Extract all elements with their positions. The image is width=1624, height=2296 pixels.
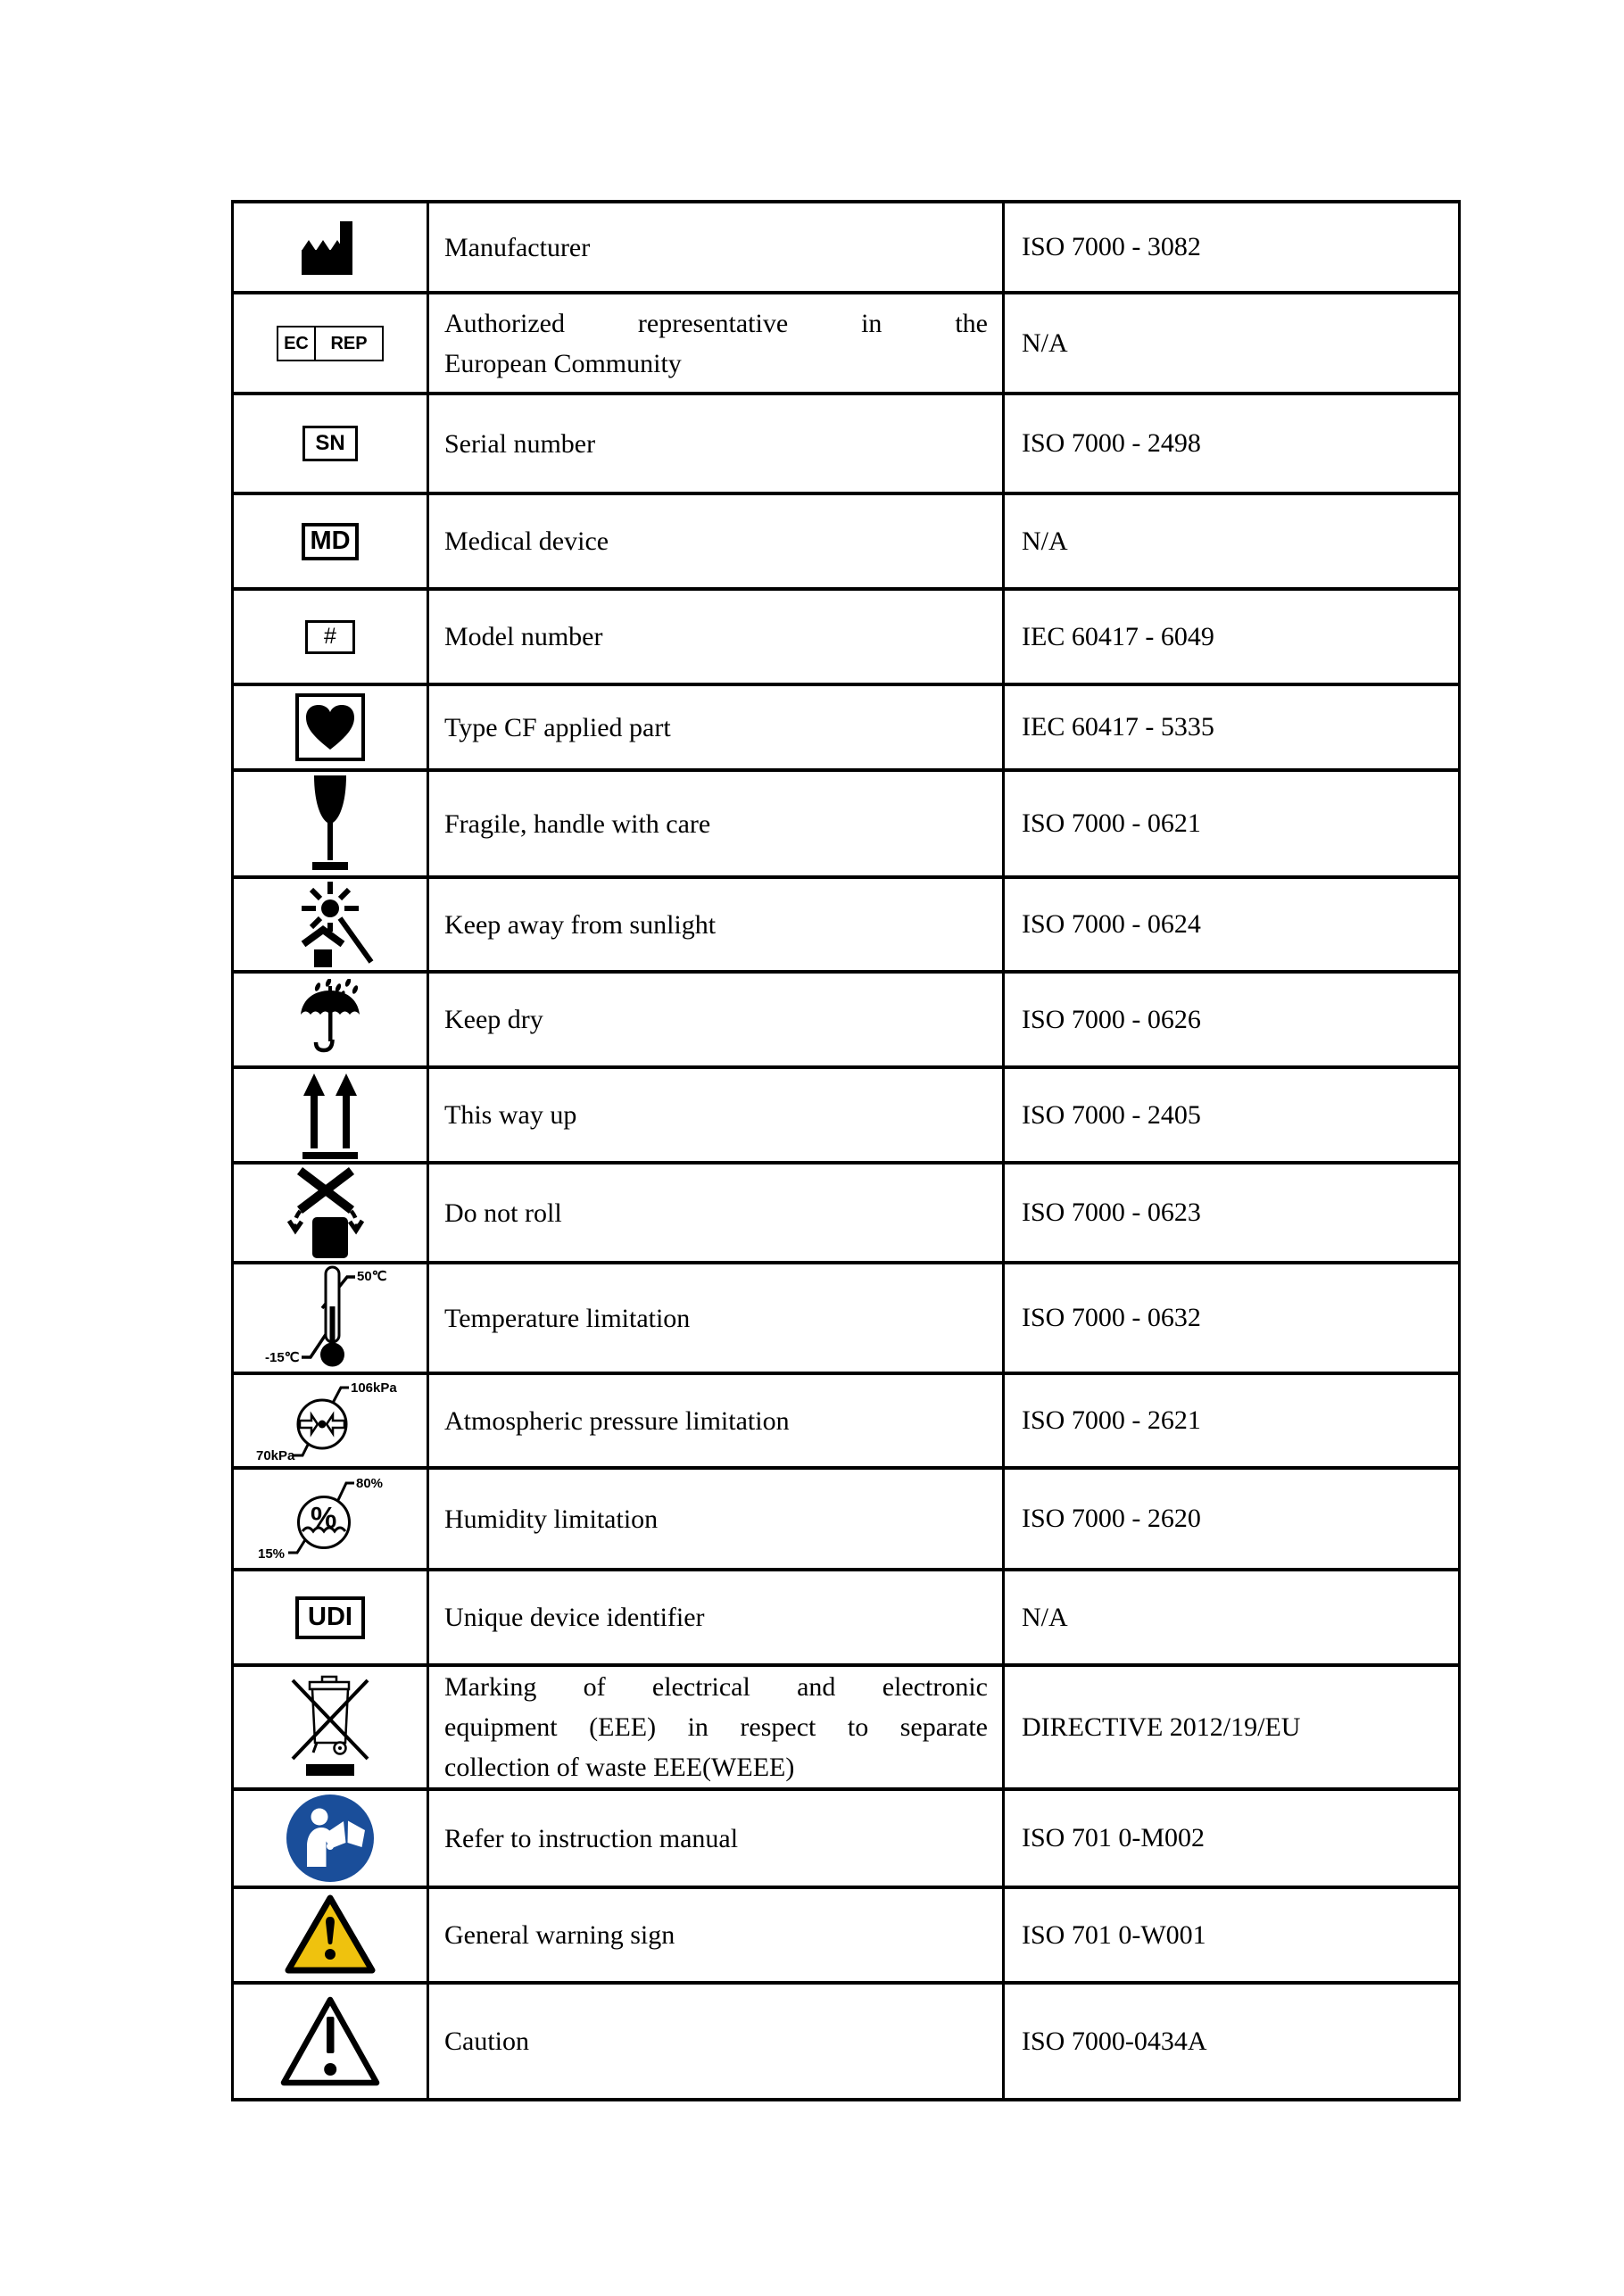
standard-cell	[1004, 770, 1460, 877]
description-line: equipment (EEE) in respect to separate	[444, 1712, 988, 1742]
table-row	[233, 589, 1460, 684]
table-row	[233, 493, 1460, 589]
udi-icon	[295, 1596, 365, 1639]
standard-text: ISO 7000 - 2405	[1022, 1099, 1201, 1130]
standard-cell	[1004, 202, 1460, 293]
description-text: Manufacturer	[444, 232, 591, 262]
standard-cell	[1004, 493, 1460, 589]
description-text: Fragile, handle with care	[444, 808, 711, 839]
table-row	[233, 1373, 1460, 1468]
symbols-table	[231, 200, 1461, 2101]
weee-crossed-bin-icon	[284, 1675, 377, 1780]
pressure-low-label: 70kPa	[256, 1448, 295, 1463]
standard-text: N/A	[1022, 526, 1068, 556]
description-text: Humidity limitation	[444, 1504, 659, 1534]
standard-cell	[1004, 1789, 1460, 1887]
description-text: Unique device identifier	[444, 1603, 705, 1632]
standard-text: ISO 701 0-W001	[1022, 1919, 1206, 1950]
description-text: Refer to instruction manual	[444, 1823, 739, 1853]
symbol-cell	[233, 1570, 428, 1665]
description-cell	[428, 493, 1004, 589]
standard-text: ISO 7000 - 0621	[1022, 808, 1201, 838]
table-row	[233, 877, 1460, 972]
standard-text: ISO 7000 - 0626	[1022, 1004, 1201, 1034]
symbol-cell	[233, 1789, 428, 1887]
standard-text: ISO 7000 - 2620	[1022, 1504, 1201, 1533]
standard-text: IEC 60417 - 5335	[1022, 712, 1214, 742]
description-cell	[428, 770, 1004, 877]
description-text: Medical device	[444, 526, 609, 556]
standard-text: ISO 7000 - 3082	[1022, 232, 1201, 261]
standard-cell	[1004, 394, 1460, 493]
symbol-cell	[233, 293, 428, 394]
ec-rep-icon-right-text: REP	[330, 333, 368, 353]
table-row	[233, 1067, 1460, 1163]
description-line: Marking of electrical and electronic	[444, 1672, 988, 1702]
description-cell	[428, 1263, 1004, 1373]
description-text: Type CF applied part	[444, 712, 671, 742]
symbol-cell	[233, 202, 428, 293]
standard-cell	[1004, 1983, 1460, 2100]
symbol-cell	[233, 1468, 428, 1570]
standard-cell	[1004, 1887, 1460, 1983]
description-cell	[428, 877, 1004, 972]
description-cell	[428, 1665, 1004, 1789]
humidity-limitation-icon	[254, 1471, 406, 1567]
description-text: Keep dry	[444, 1005, 543, 1034]
table-row	[233, 1570, 1460, 1665]
do-not-roll-icon	[286, 1165, 375, 1260]
description-cell	[428, 589, 1004, 684]
standard-cell	[1004, 1570, 1460, 1665]
description-text: Atmospheric pressure limitation	[444, 1405, 790, 1436]
description-text: This way up	[444, 1100, 577, 1130]
description-cell	[428, 1067, 1004, 1163]
standard-cell	[1004, 1665, 1460, 1789]
description-cell	[428, 1468, 1004, 1570]
serial-number-icon-text: SN	[315, 431, 345, 455]
standard-cell	[1004, 1373, 1460, 1468]
table-row	[233, 202, 1460, 293]
description-text: Keep away from sunlight	[444, 909, 717, 940]
fragile-glass-icon	[308, 775, 352, 873]
description-cell	[428, 1373, 1004, 1468]
standard-cell	[1004, 1163, 1460, 1263]
symbol-cell	[233, 394, 428, 493]
symbol-cell	[233, 1067, 428, 1163]
symbol-cell	[233, 493, 428, 589]
symbol-cell	[233, 589, 428, 684]
description-text: Serial number	[444, 428, 596, 459]
standard-text: IEC 60417 - 6049	[1022, 621, 1214, 651]
standard-cell	[1004, 1468, 1460, 1570]
description-text: Caution	[444, 2027, 529, 2056]
description-cell	[428, 972, 1004, 1067]
medical-device-icon	[302, 523, 359, 560]
standard-text: ISO 7000-0434A	[1022, 2026, 1207, 2056]
heart-icon	[303, 703, 357, 751]
table-row	[233, 972, 1460, 1067]
standard-cell	[1004, 293, 1460, 394]
standard-text: ISO 7000 - 2621	[1022, 1405, 1201, 1435]
standard-cell	[1004, 877, 1460, 972]
table-row	[233, 1163, 1460, 1263]
temperature-low-label: -15℃	[265, 1350, 300, 1365]
general-warning-icon	[282, 1892, 378, 1978]
description-text: General warning sign	[444, 1920, 675, 1950]
caution-icon	[278, 1993, 382, 2090]
temperature-limitation-icon	[263, 1265, 397, 1371]
standard-cell	[1004, 972, 1460, 1067]
table-row	[233, 684, 1460, 770]
temperature-high-label: 50℃	[357, 1269, 387, 1284]
ec-rep-icon	[277, 326, 384, 361]
standard-cell	[1004, 684, 1460, 770]
description-line: European Community	[444, 348, 682, 378]
standard-text: N/A	[1022, 327, 1068, 358]
description-line: Authorized representative in the	[444, 308, 988, 338]
symbol-cell	[233, 877, 428, 972]
serial-number-icon	[302, 426, 358, 461]
description-cell	[428, 1163, 1004, 1263]
type-cf-heart-icon	[295, 693, 365, 761]
humidity-high-label: 80%	[356, 1476, 384, 1491]
table-row	[233, 1887, 1460, 1983]
standard-text: ISO 701 0-M002	[1022, 1823, 1206, 1853]
table-row	[233, 1983, 1460, 2100]
standard-text: ISO 7000 - 0624	[1022, 909, 1201, 939]
udi-icon-text: UDI	[308, 1603, 352, 1631]
standard-text: ISO 7000 - 0623	[1022, 1198, 1201, 1227]
description-cell	[428, 1983, 1004, 2100]
table-row	[233, 1789, 1460, 1887]
standard-cell	[1004, 1067, 1460, 1163]
table-row	[233, 1468, 1460, 1570]
description-cell	[428, 1887, 1004, 1983]
symbol-cell	[233, 1373, 428, 1468]
model-number-icon	[305, 620, 355, 654]
symbol-cell	[233, 1665, 428, 1789]
description-text: Model number	[444, 622, 603, 651]
pressure-high-label: 106kPa	[351, 1380, 397, 1396]
symbol-cell	[233, 770, 428, 877]
table-row	[233, 1263, 1460, 1373]
standard-text: DIRECTIVE 2012/19/EU	[1022, 1712, 1301, 1742]
description-cell	[428, 1570, 1004, 1665]
ec-rep-icon-left-text: EC	[278, 327, 316, 360]
symbol-cell	[233, 1163, 428, 1263]
table-row	[233, 394, 1460, 493]
model-number-icon-text: #	[324, 624, 336, 649]
refer-to-instruction-manual-icon	[284, 1792, 377, 1885]
description-cell	[428, 394, 1004, 493]
standard-text: ISO 7000 - 0632	[1022, 1303, 1201, 1332]
standard-text: ISO 7000 - 2498	[1022, 428, 1201, 458]
symbol-cell	[233, 972, 428, 1067]
standard-cell	[1004, 589, 1460, 684]
keep-dry-umbrella-icon	[298, 979, 362, 1061]
description-cell	[428, 684, 1004, 770]
description-cell	[428, 202, 1004, 293]
description-text: Temperature limitation	[444, 1303, 691, 1333]
description-cell	[428, 293, 1004, 394]
humidity-percent-glyph: %	[311, 1501, 337, 1534]
medical-device-icon-text: MD	[310, 526, 351, 555]
description-line: collection of waste EEE(WEEE)	[444, 1753, 795, 1782]
symbol-cell	[233, 684, 428, 770]
table-row	[233, 770, 1460, 877]
standard-cell	[1004, 1263, 1460, 1373]
description-text: Do not roll	[444, 1198, 562, 1228]
table-row	[233, 293, 1460, 394]
keep-away-from-sunlight-icon	[284, 880, 377, 969]
humidity-low-label: 15%	[258, 1546, 286, 1562]
table-row	[233, 1665, 1460, 1789]
description-cell	[428, 1789, 1004, 1887]
atmospheric-pressure-icon	[254, 1376, 406, 1465]
symbol-cell	[233, 1887, 428, 1983]
standard-text: N/A	[1022, 1602, 1068, 1632]
symbol-cell	[233, 1263, 428, 1373]
manufacturer-factory-icon	[297, 220, 363, 275]
symbol-cell	[233, 1983, 428, 2100]
this-way-up-arrows-icon	[302, 1072, 359, 1159]
